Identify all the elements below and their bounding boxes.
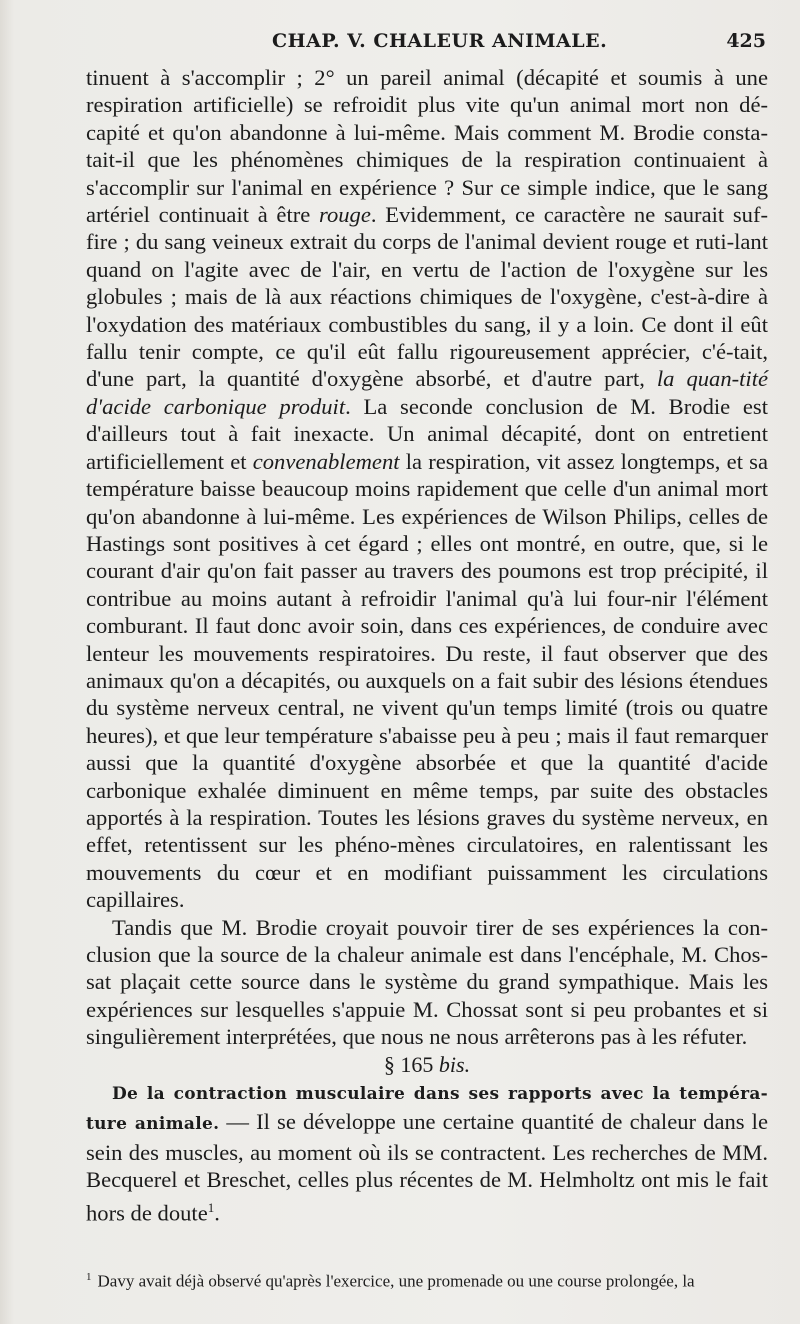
text-run: . La seconde conclusion de M. Brodie est d'ailleurs tout à fait inexacte. Un animal décapité, dont on entretient artificiellement et	[86, 393, 768, 474]
section-bis: bis.	[438, 1051, 471, 1077]
italic-run: rouge	[318, 202, 371, 228]
text-run: .	[214, 1200, 220, 1226]
section-heading	[86, 1051, 768, 1078]
text-run: la respiration, vit assez longtemps, et sa température baisse beaucoup moins rapidement que celle d'un animal mort qu'on abandonne à lui-même. Les expériences de Wilson Philips, celles de Hastings sont positives à cet égard ; elles ont montré, en outre, que, si le courant d'air qu'on fait passer au travers des poumons est trop précipité, il contribue au moins autant à refroidir l'animal qu'à lui four-nir l'élément comburant. Il faut donc avoir soin, dans ces expériences, de conduire avec lenteur les mouvements respiratoires. Du reste, il faut observer que des animaux qu'on a décapités, ou auxquels on a fait subir des lésions étendues du système nerveux central, ne vivent qu'un temps limité (trois ou quatre heures), et que leur température s'abaisse peu à peu ; mais il faut remarquer aussi que la quantité d'oxygène absorbée et que la quantité d'acide carbonique exhalée diminuent en même temps, par suite des obstacles apportés à la respiration. Toutes les lésions graves du système nerveux, en effet, retentissent sur les phéno-mènes circulatoires, en ralentissant les mouvements du cœur et en modifiant puissamment les circulations capillaires.	[86, 448, 769, 913]
footnote	[86, 1266, 776, 1293]
text-run: . Evidemment, ce caractère ne saurait suf-fire ; du sang veineux extrait du corps de l'animal devient rouge et ruti-lant quand on l'agite avec de l'air, en vertu de l'action de l'oxygène sur les globules ; mais de là aux réactions chimiques de l'oxygène, c'est-à-dire à l'oxydation des matériaux combustibles du sang, il y a loin. Ce dont il eût fallu tenir compte, ce qu'il eût fallu rigoureusement apprécier, c'é-tait, d'une part, la quantité d'oxygène absorbé, et d'autre part,	[86, 202, 768, 392]
section-number: § 165	[383, 1051, 434, 1077]
footnote-text: Davy avait déjà observé qu'après l'exercice, une promenade ou une course prolongée, la	[97, 1271, 695, 1291]
italic-run: convenablement	[252, 448, 400, 474]
text-run: tinuent à s'accomplir ; 2° un pareil animal (décapité et soumis à une respiration artificielle) se refroidit plus vite qu'un animal mort non dé-capité et qu'on abandonne à lui-même. Mais comment M. Brodie consta-tait-il que les phénomènes chimiques de la respiration continuaient à s'accomplir sur l'animal en expérience ? Sur ce simple indice, que le sang artériel continuait à être	[86, 65, 768, 228]
page-header	[86, 30, 766, 60]
italic-run: la quan-tité d'acide carbonique produit	[86, 366, 769, 419]
running-head: CHAP. V. CHALEUR ANIMALE.	[272, 30, 608, 52]
paragraph-muscle-contraction	[86, 1078, 768, 1227]
body-text	[86, 64, 768, 1227]
footnote-reference[interactable]: 1	[207, 1199, 215, 1215]
page-number: 425	[726, 30, 766, 52]
paragraph-lead-title: De la contraction musculaire dans ses rapports avec la tempéra-ture animale.	[86, 1084, 768, 1135]
paragraph-chossat: Tandis que M. Brodie croyait pouvoir tirer de ses expériences la con-clusion que la source de la chaleur animale est dans l'encéphale, M. Chos-sat plaçait cette source dans le système du grand sympathique. Mais les expériences sur lesquelles s'appuie M. Chossat sont si peu probantes et si singulièrement interprétées, que nous ne nous arrêterons pas à les réfuter.	[86, 914, 768, 1050]
text-run: — Il se développe une certaine quantité de chaleur dans le sein des muscles, au moment où ils se contractent. Les recherches de MM. Becquerel et Breschet, celles plus récentes de M. Helmholtz ont mis le fait hors de doute	[86, 1109, 768, 1226]
paragraph-brodie-critique	[86, 64, 768, 914]
footnote-marker: 1	[86, 1271, 92, 1283]
